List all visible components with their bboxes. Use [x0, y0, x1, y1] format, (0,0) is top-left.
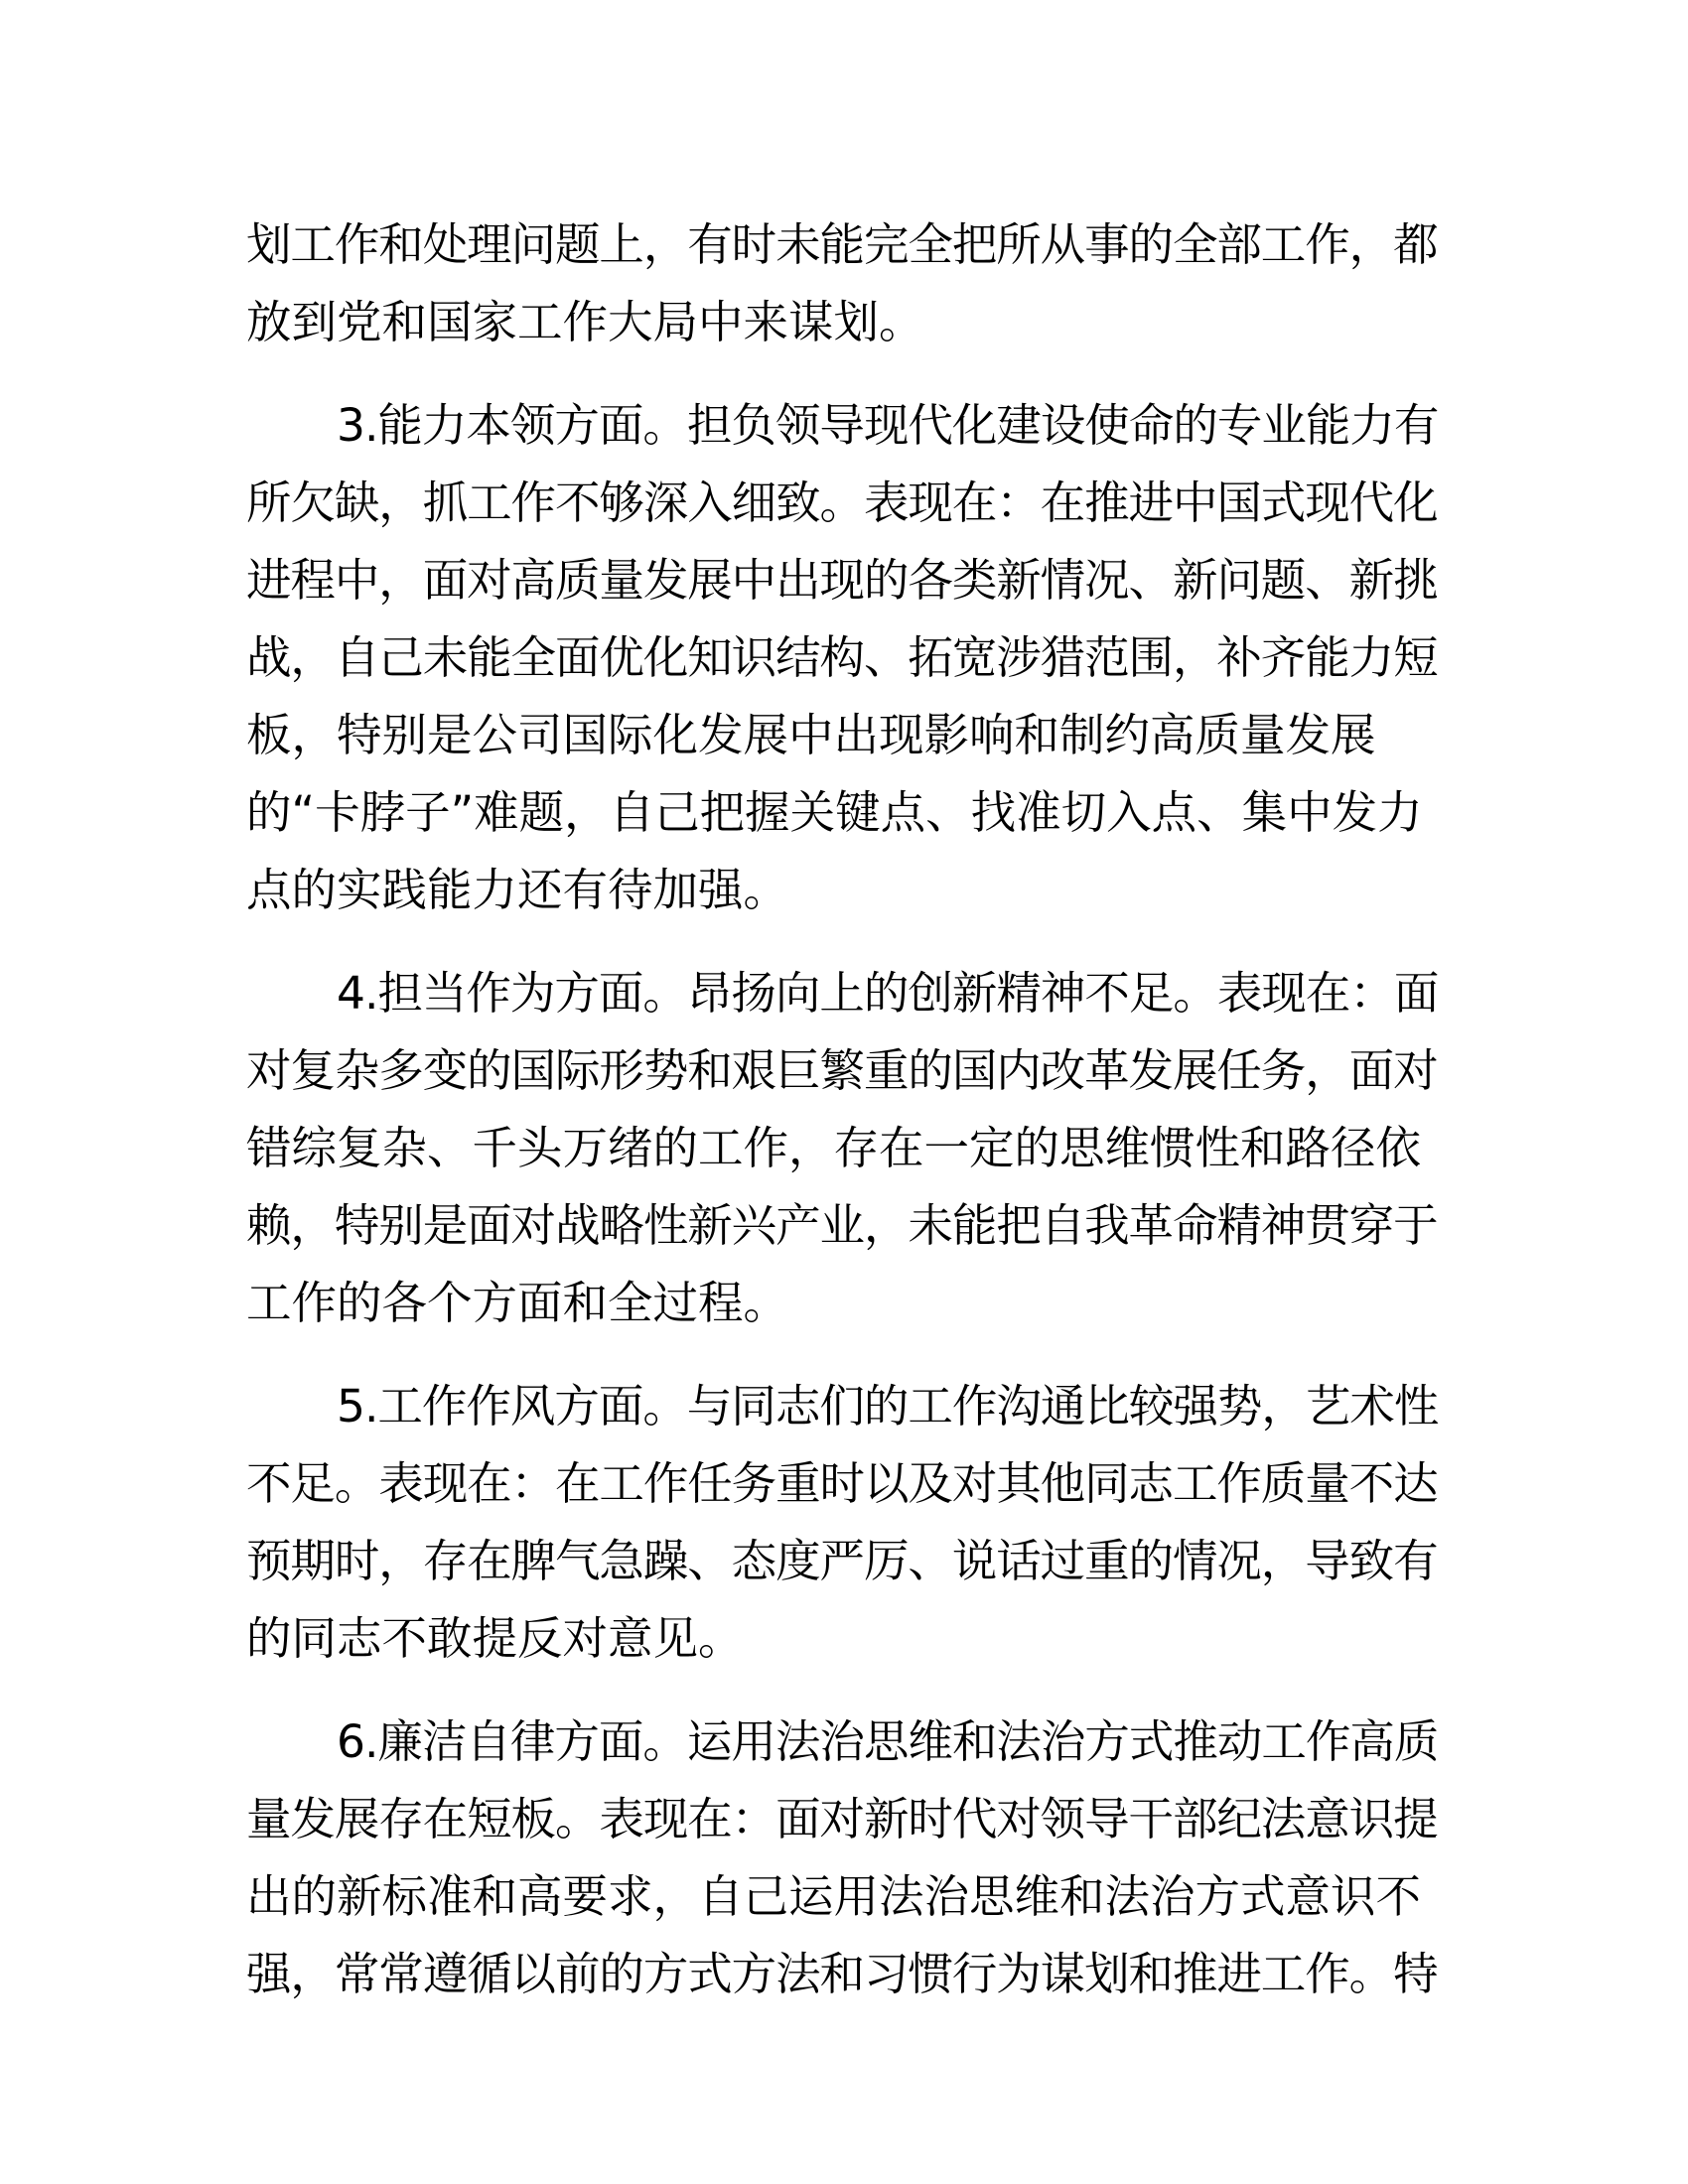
- text-line: 4.担当作为方面。昂扬向上的创新精神不足。表现在：面: [337, 967, 1439, 1020]
- paragraph-item-5: [246, 1368, 1438, 1678]
- text-line: 所欠缺，抓工作不够深入细致。表现在：在推进中国式现代化: [246, 477, 1438, 529]
- text-line: 6.廉洁自律方面。运用法治思维和法治方式推动工作高质: [337, 1715, 1439, 1768]
- text-line: 错综复杂、千头万绪的工作，存在一定的思维惯性和路径依: [246, 1122, 1422, 1174]
- paragraph-item-4: [246, 955, 1438, 1342]
- text-line: 放到党和国家工作大局中来谋划。: [246, 296, 924, 348]
- text-line: 进程中，面对高质量发展中出现的各类新情况、新问题、新挑: [246, 554, 1438, 607]
- text-line: 强，常常遵循以前的方式方法和习惯行为谋划和推进工作。特: [246, 1948, 1438, 2000]
- text-line: 的“卡脖子”难题，自己把握关键点、找准切入点、集中发力: [246, 786, 1423, 839]
- text-line: 工作的各个方面和全过程。: [246, 1277, 789, 1329]
- text-line: 3.能力本领方面。担负领导现代化建设使命的专业能力有: [337, 399, 1439, 452]
- text-line: 不足。表现在：在工作任务重时以及对其他同志工作质量不达: [246, 1457, 1438, 1510]
- text-line: 预期时，存在脾气急躁、态度严厉、说话过重的情况，导致有: [246, 1535, 1438, 1587]
- document-body: [246, 206, 1438, 2013]
- paragraph-item-6: [246, 1704, 1438, 2013]
- text-line: 点的实践能力还有待加强。: [246, 864, 789, 916]
- text-line: 板，特别是公司国际化发展中出现影响和制约高质量发展: [246, 709, 1376, 761]
- text-line: 出的新标准和高要求，自己运用法治思维和法治方式意识不: [246, 1870, 1422, 1923]
- text-line: 5.工作作风方面。与同志们的工作沟通比较强势，艺术性: [337, 1380, 1439, 1433]
- text-line: 量发展存在短板。表现在：面对新时代对领导干部纪法意识提: [246, 1793, 1438, 1845]
- text-line: 赖，特别是面对战略性新兴产业，未能把自我革命精神贯穿于: [246, 1199, 1438, 1252]
- paragraph-continuation: [246, 206, 1438, 361]
- text-line: 的同志不敢提反对意见。: [246, 1612, 744, 1665]
- text-line: 战，自己未能全面优化知识结构、拓宽涉猎范围，补齐能力短: [246, 631, 1438, 684]
- paragraph-item-3: [246, 387, 1438, 929]
- text-line: 划工作和处理问题上，有时未能完全把所从事的全部工作，都: [246, 218, 1438, 271]
- text-line: 对复杂多变的国际形势和艰巨繁重的国内改革发展任务，面对: [246, 1044, 1438, 1097]
